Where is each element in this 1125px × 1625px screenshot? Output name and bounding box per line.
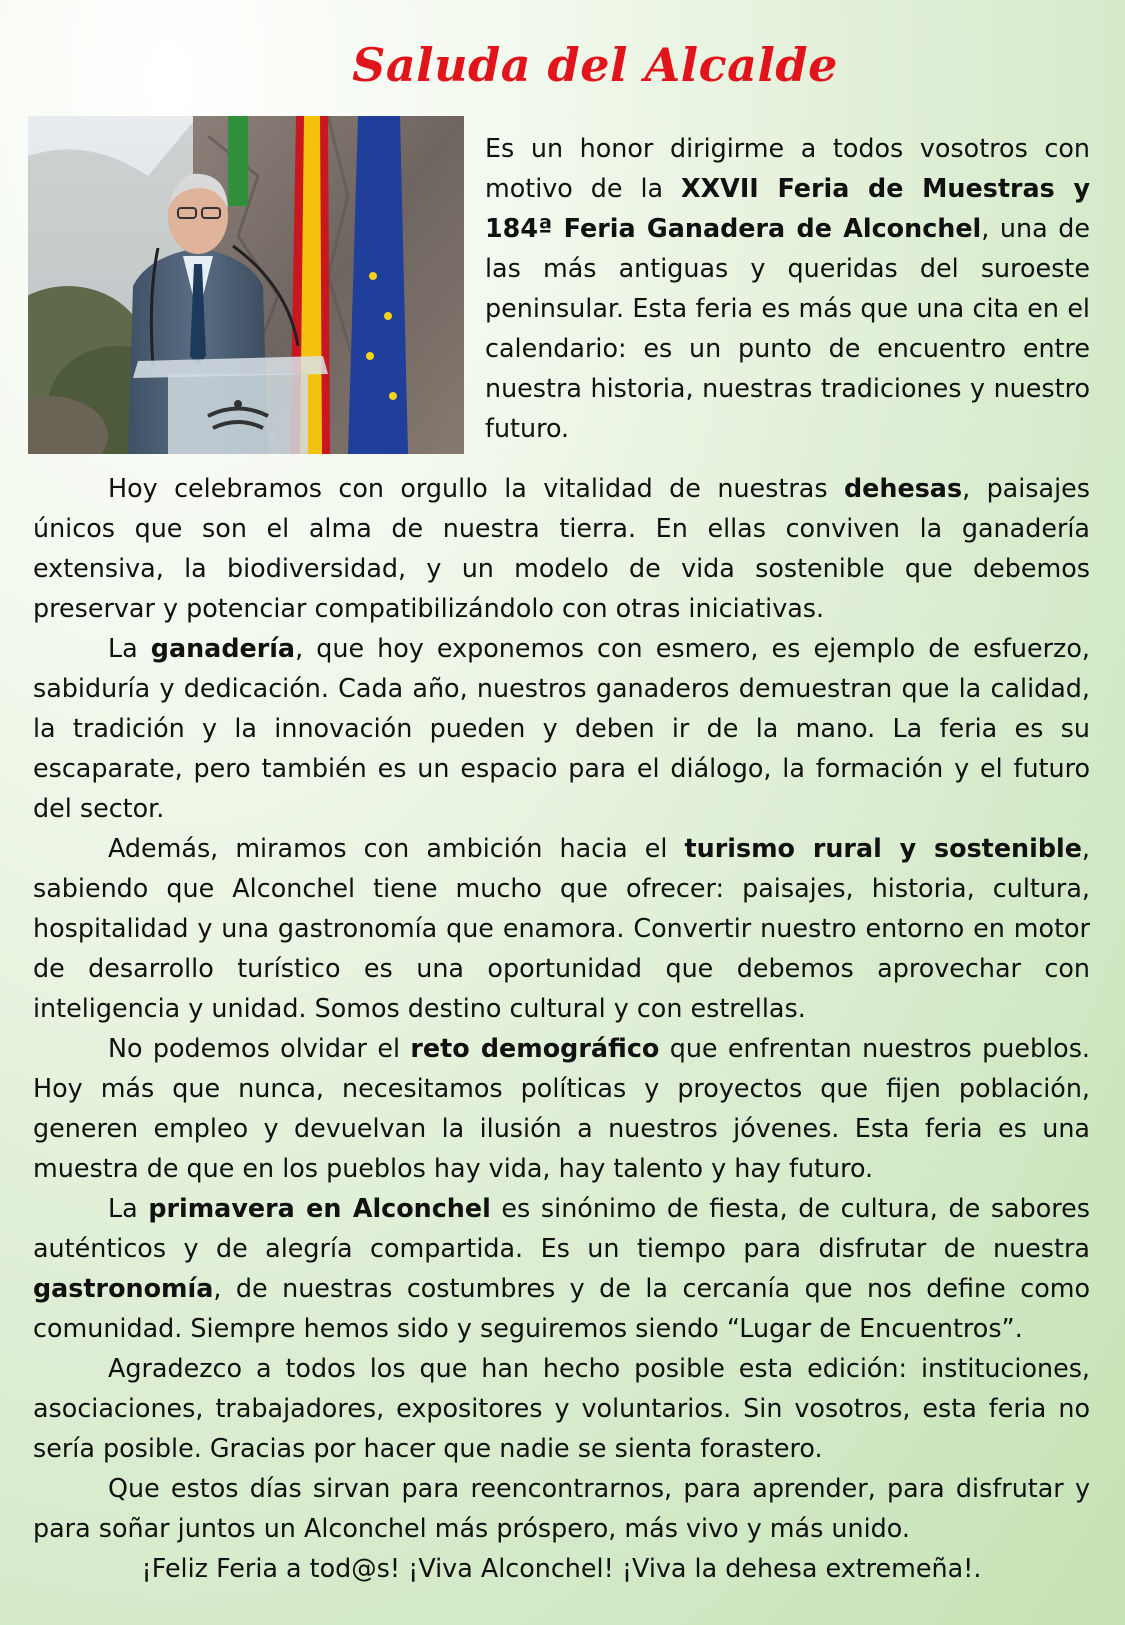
bold-text: gastronomía [33,1273,214,1303]
mayor-photo [28,116,464,454]
intro-text: Es un honor dirigirme a todos vosotros con motivo de la [485,133,1090,203]
bold-text: ganadería [150,633,296,663]
paragraph-turismo [33,828,1090,1028]
text: , que hoy exponemos con esmero, es ejemplo de esfuerzo, sabiduría y dedicación. Cada año, nuestros ganaderos demuestran que la calidad, la tradición y la innovación pueden y deben ir de la mano. La feria es su escaparate, pero también es un espacio para el diálogo, la formación y el futuro del sector. [33,633,1090,823]
text: Además, miramos con ambición hacia el [108,833,685,863]
text: es sinónimo de fiesta, de cultura, de sabores auténticos y de alegría compartida. Es un tiempo para disfrutar de nuestra [33,1193,1090,1263]
closing-line: ¡Feliz Feria a tod@s! ¡Viva Alconchel! ¡Viva la dehesa extremeña!. [141,1553,982,1583]
text: Agradezco a todos los que han hecho posible esta edición: instituciones, asociaciones, trabajadores, expositores y voluntarios. Sin vosotros, esta feria no sería posible. Gracias por hacer que nadie se sienta forastero. [33,1353,1090,1463]
text: , sabiendo que Alconchel tiene mucho que ofrecer: paisajes, historia, cultura, hospitalidad y una gastronomía que enamora. Convertir nuestro entorno en motor de desarrollo turístico es una oportunidad que debemos aprovechar con inteligencia y unidad. Somos destino cultural y con estrellas. [33,833,1090,1023]
text: , de nuestras costumbres y de la cercanía que nos define como comunidad. Siempre hemos sido y seguiremos siendo “Lugar de Encuentros”. [33,1273,1090,1343]
intro-bold-event-name: XXVII Feria de Muestras y 184ª Feria Ganadera de Alconchel [485,173,1091,243]
bold-text: turismo rural y sostenible [684,833,1082,863]
page-title: Saluda del Alcalde [352,38,838,92]
paragraph-ganaderia [33,628,1090,828]
paragraph-reto-demografico [33,1028,1090,1188]
intro-text-2: , una de las más antiguas y queridas del suroeste peninsular. Esta feria es más que una cita en el calendario: es un punto de encuentro entre nuestra historia, nuestras tradiciones y nuestro futuro. [485,213,1090,443]
text: , paisajes únicos que son el alma de nuestra tierra. En ellas conviven la ganadería extensiva, la biodiversidad, y un modelo de vida sostenible que debemos preservar y potenciar compatibilizándolo con otras iniciativas. [33,473,1090,623]
text: Que estos días sirvan para reencontrarnos, para aprender, para disfrutar y para soñar juntos un Alconchel más próspero, más vivo y más unido. [33,1473,1090,1543]
paragraph-agradecimientos [33,1348,1090,1468]
text: La [108,633,151,663]
paragraph-deseos [33,1468,1090,1548]
paragraph-dehesas [33,468,1090,628]
intro-paragraph [485,128,1090,448]
bold-text: primavera en Alconchel [148,1193,491,1223]
letter-body [33,468,1090,1588]
paragraph-primavera [33,1188,1090,1348]
text: La [108,1193,149,1223]
mayor-at-podium-image [28,116,464,454]
bold-text: dehesas [844,473,963,503]
text: que enfrentan nuestros pueblos. Hoy más que nunca, necesitamos políticas y proyectos que fijen población, generen empleo y devuelvan la ilusión a nuestros jóvenes. Esta feria es una muestra de que en los pueblos hay vida, hay talento y hay futuro. [33,1033,1091,1183]
text: Hoy celebramos con orgullo la vitalidad de nuestras [108,473,844,503]
text: No podemos olvidar el [108,1033,411,1063]
bold-text: reto demográfico [410,1033,660,1063]
